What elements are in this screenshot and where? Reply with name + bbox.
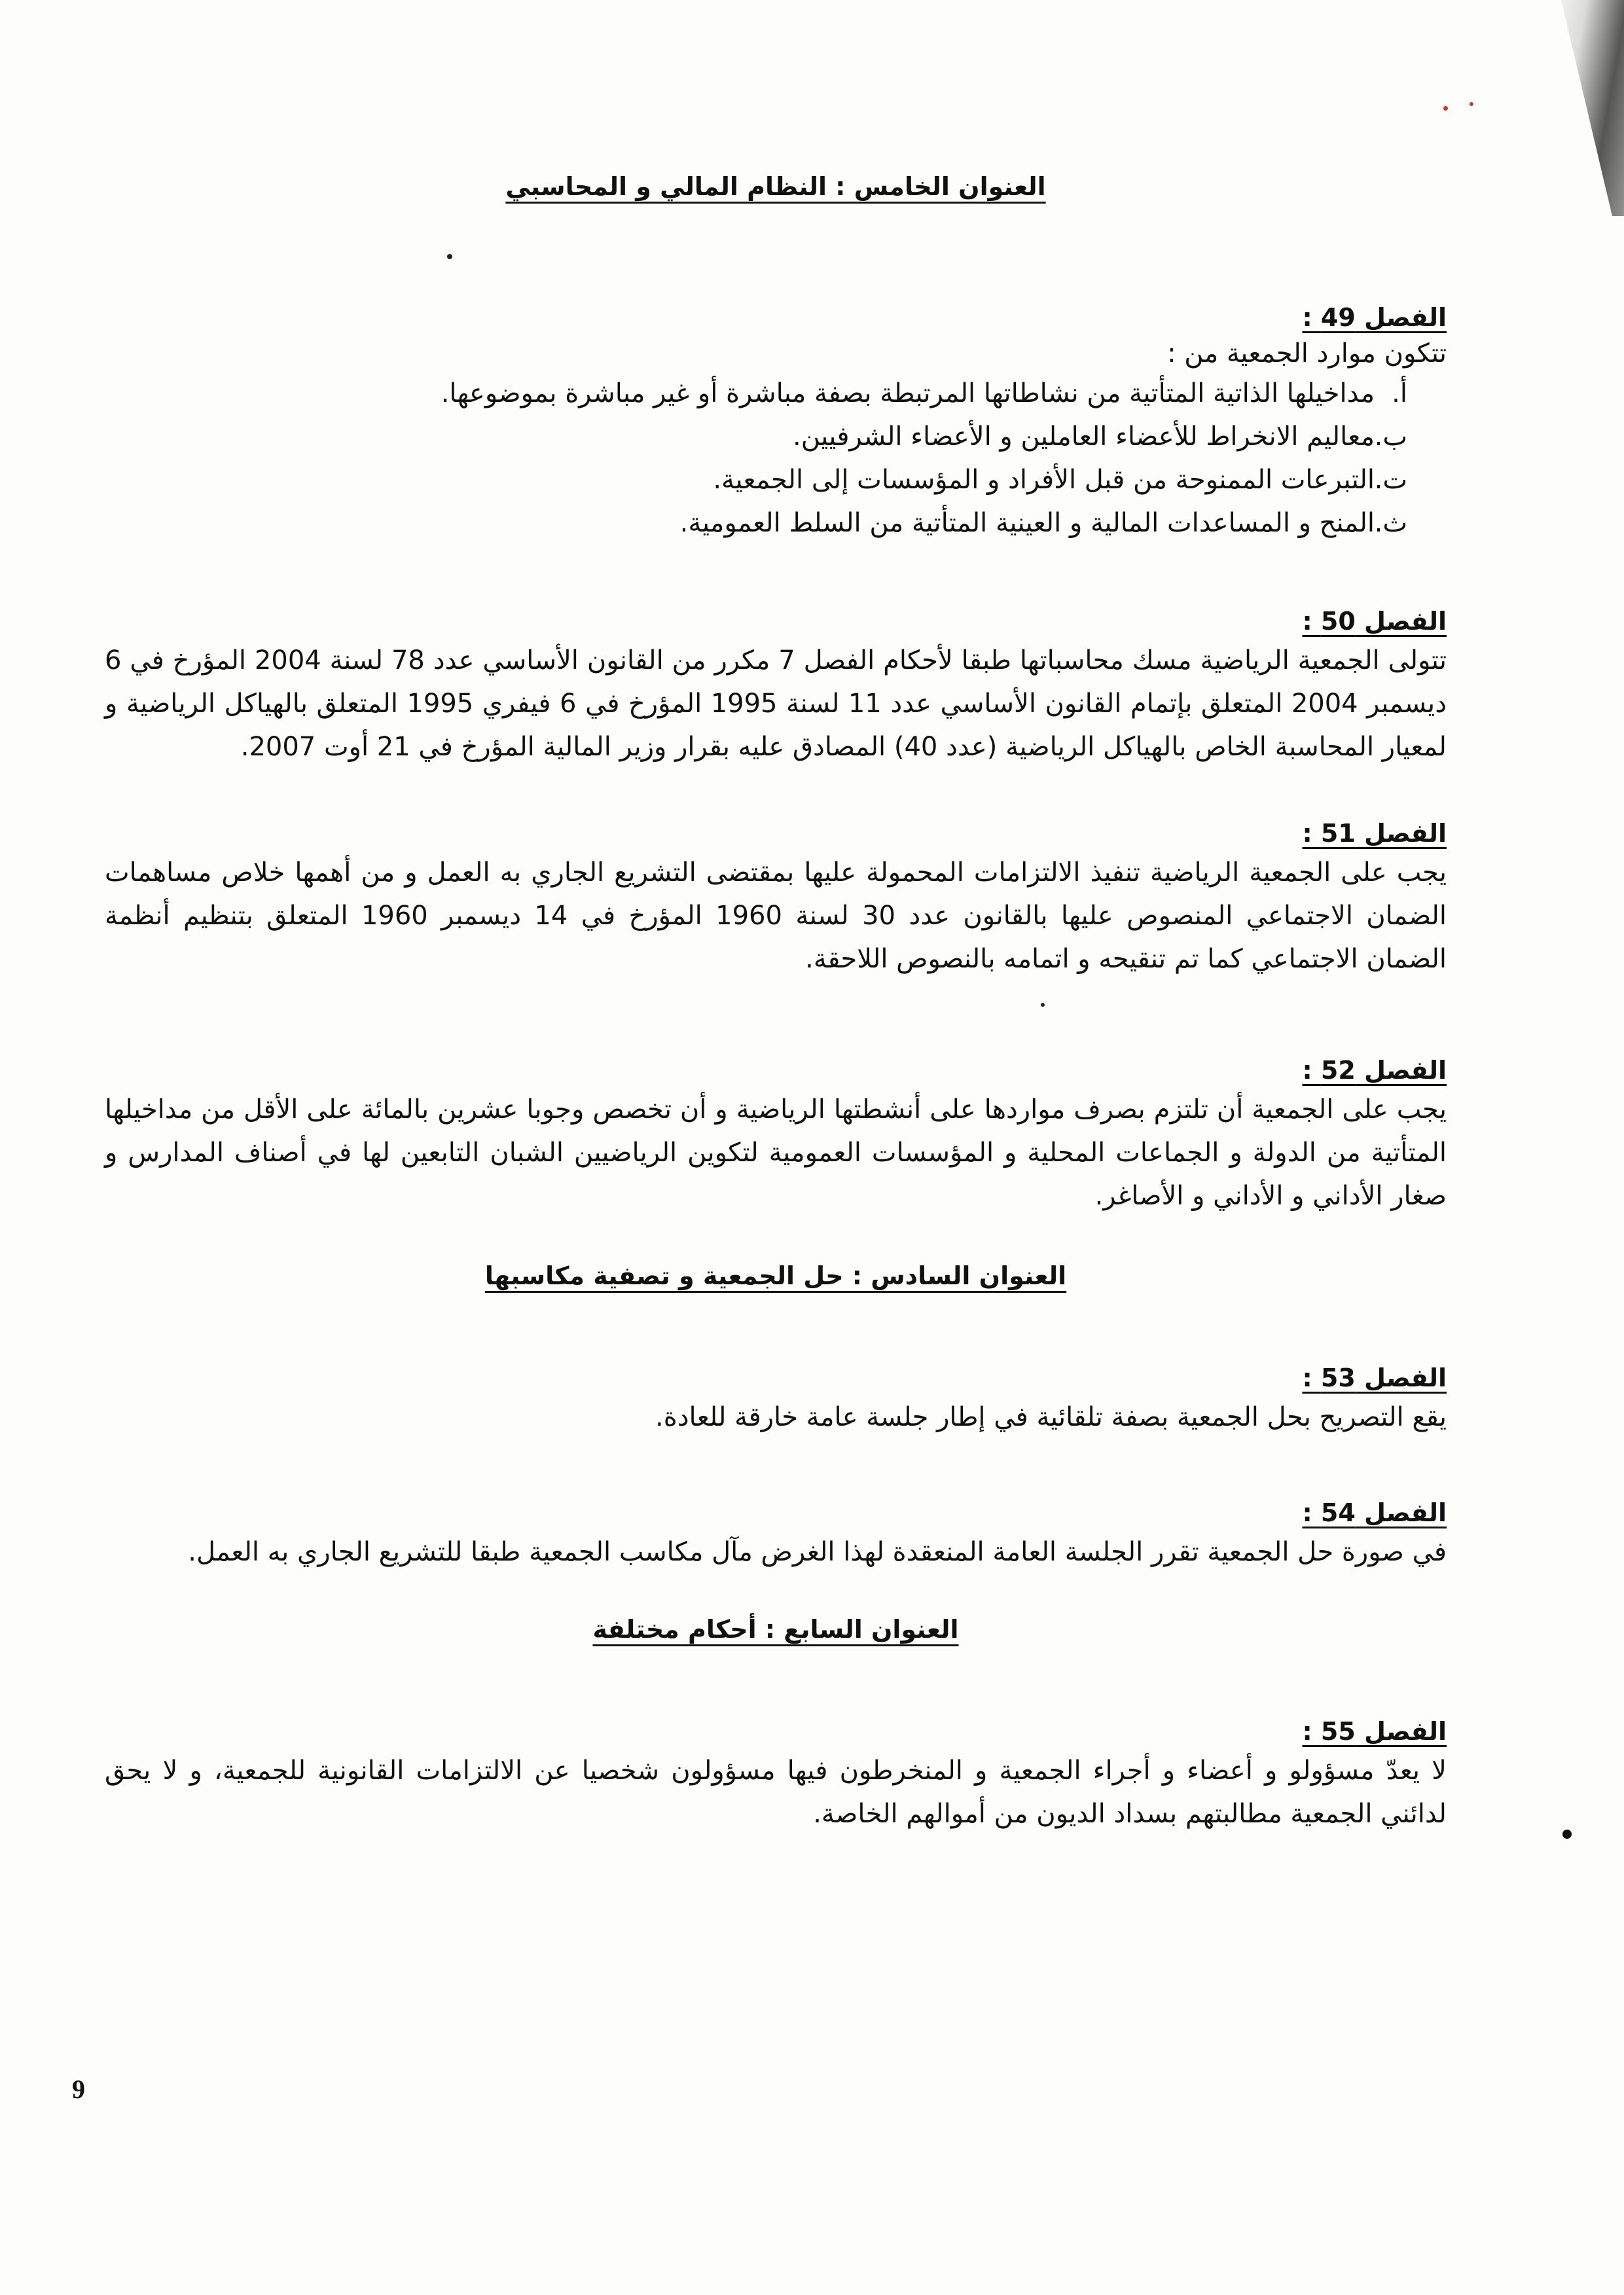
list-marker: ث. [1374, 508, 1407, 538]
list-marker: ب. [1374, 422, 1407, 452]
section-title-7: العنوان السابع : أحكام مختلفة [592, 1615, 959, 1644]
chapter-heading: الفصل 52 : [1302, 1056, 1447, 1085]
resources-list [105, 372, 1447, 545]
list-item [105, 372, 1407, 415]
chapter-53 [105, 1360, 1447, 1439]
chapter-heading: الفصل 55 : [1302, 1717, 1447, 1746]
list-item [105, 458, 1407, 501]
chapter-55 [105, 1714, 1447, 1835]
chapter-heading: الفصل 49 : [1302, 303, 1447, 332]
chapter-text: يقع التصريح بحل الجمعية بصفة تلقائية في إطار جلسة عامة خارقة للعادة. [655, 1402, 1447, 1432]
chapter-50 [105, 604, 1447, 768]
chapter-text: لا يعدّ مسؤولو و أعضاء و أجراء الجمعية و المنخرطون فيها مسؤولون شخصيا عن الالتزامات القانونية للجمعية، و لا يحق لدائني الجمعية مطالبتهم بسداد الديون من أموالهم الخاصة. [105, 1756, 1447, 1829]
scan-speck [1562, 1830, 1572, 1839]
list-item [105, 415, 1407, 458]
chapter-heading: الفصل 54 : [1302, 1498, 1447, 1527]
list-marker: أ. [1392, 378, 1407, 408]
list-item-text: التبرعات الممنوحة من قبل الأفراد و المؤسسات إلى الجمعية. [713, 465, 1375, 495]
list-item-text: معاليم الانخراط للأعضاء العاملين و الأعضاء الشرفيين. [793, 422, 1375, 452]
chapter-intro: تتكون موارد الجمعية من : [1167, 338, 1447, 369]
chapter-51 [105, 816, 1447, 981]
chapter-text: يجب على الجمعية أن تلتزم بصرف مواردها على أنشطتها الرياضية و أن تخصص وجوبا عشرين بالمائة على الأقل من مداخيلها المتأتية من الدولة و الجماعات المحلية و المؤسسات العمومية لتكوين الرياضيين الشبان التابعين لها في أصناف المدارس و صغار الأداني و الأداني و الأصاغر. [105, 1094, 1447, 1211]
scan-edge-shadow [1545, 0, 1624, 216]
document-body [105, 157, 1447, 1835]
chapter-heading: الفصل 50 : [1302, 607, 1447, 636]
chapter-49 [105, 300, 1447, 545]
list-marker: ت. [1374, 465, 1407, 495]
page-number: 9 [72, 2074, 85, 2104]
chapter-text: تتولى الجمعية الرياضية مسك محاسباتها طبقا لأحكام الفصل 7 مكرر من القانون الأساسي عدد 78 لسنة 2004 المؤرخ في 6 ديسمبر 2004 المتعلق بإتمام القانون الأساسي عدد 11 لسنة 1995 المؤرخ في 6 فيفري 1995 المتعلق بالهياكل الرياضية و لمعيار المحاسبة الخاص بالهياكل الرياضية (عدد 40) المصادق عليه بقرار وزير المالية المؤرخ في 21 أوت 2007. [105, 645, 1447, 762]
list-item-text: المنح و المساعدات المالية و العينية المتأتية من السلط العمومية. [679, 508, 1375, 538]
chapter-heading: الفصل 53 : [1302, 1364, 1447, 1392]
list-item [105, 501, 1407, 545]
chapter-text: في صورة حل الجمعية تقرر الجلسة العامة المنعقدة لهذا الغرض مآل مكاسب الجمعية طبقا للتشريع الجاري به العمل. [188, 1537, 1447, 1567]
scan-speck [1470, 102, 1473, 106]
chapter-54 [105, 1495, 1447, 1574]
list-item-text: مداخيلها الذاتية المتأتية من نشاطاتها المرتبطة بصفة مباشرة أو غير مباشرة بموضوعها. [441, 378, 1375, 408]
scan-speck [1443, 106, 1448, 111]
chapter-heading: الفصل 51 : [1302, 819, 1447, 848]
chapter-52 [105, 1053, 1447, 1218]
section-title-6: العنوان السادس : حل الجمعية و تصفية مكاسبها [484, 1261, 1067, 1290]
chapter-text: يجب على الجمعية الرياضية تنفيذ الالتزامات المحمولة عليها بمقتضى التشريع الجاري به العمل و من أهمها خلاص مساهمات الضمان الاجتماعي المنصوص عليها بالقانون عدد 30 لسنة 1960 المؤرخ في 14 ديسمبر 1960 المتعلق بتنظيم أنظمة الضمان الاجتماعي كما تم تنقيحه و اتمامه بالنصوص اللاحقة. [105, 858, 1447, 974]
section-title-5: العنوان الخامس : النظام المالي و المحاسبي [505, 172, 1046, 201]
